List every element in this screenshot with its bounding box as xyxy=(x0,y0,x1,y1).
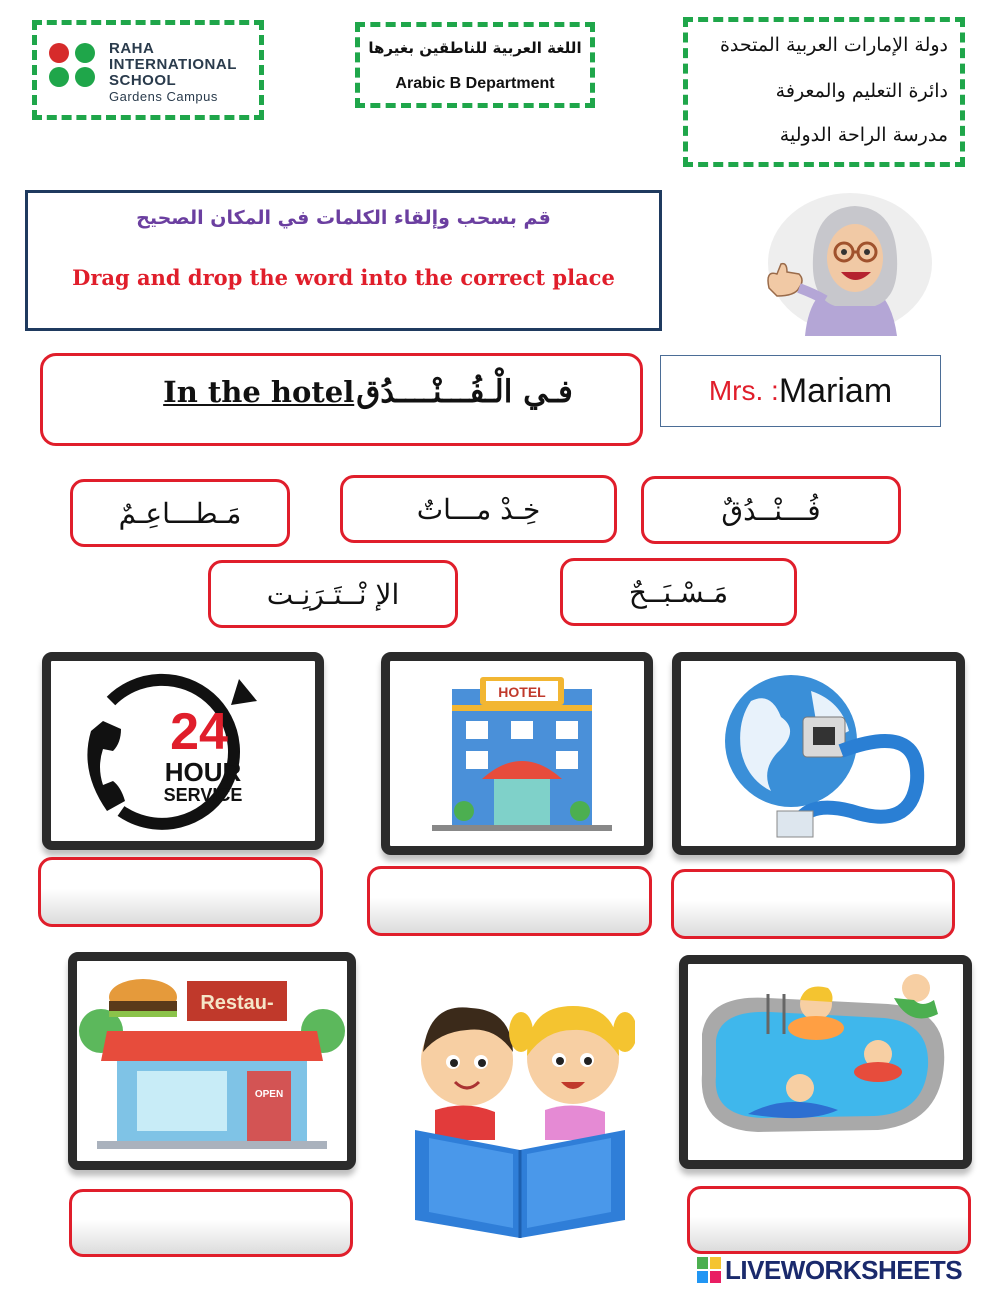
service-hour-text: HOUR xyxy=(164,757,242,787)
country-header-box xyxy=(683,17,965,167)
drop-zone-internet[interactable] xyxy=(671,869,955,939)
teacher-avatar xyxy=(755,188,935,336)
word-pool-label: مَـسْـبَــحٌ xyxy=(628,575,729,609)
service-24-text: 24 xyxy=(170,703,228,761)
clock-phone-icon xyxy=(51,661,315,841)
word-restaurants-label: مَـطـــاعِـمٌ xyxy=(118,496,242,530)
word-hotel-label: فُـــنْــدُقٌ xyxy=(721,493,821,527)
school-logo-box xyxy=(32,20,264,120)
teacher-prefix: Mrs. : xyxy=(708,375,779,406)
school-logo-icon xyxy=(47,41,103,89)
drop-zone-pool[interactable] xyxy=(687,1186,971,1254)
instructions-box xyxy=(25,190,662,331)
page-title xyxy=(133,374,603,410)
department-box xyxy=(355,22,595,108)
school-arabic-name: مدرسة الراحة الدولية xyxy=(779,124,948,146)
word-hotel[interactable] xyxy=(641,476,901,544)
word-internet-label: الإ نْــتَـرَنِـت xyxy=(266,577,400,611)
drop-zone-service[interactable] xyxy=(38,857,323,927)
country-name: دولة الإمارات العربية المتحدة xyxy=(719,34,948,56)
word-internet[interactable] xyxy=(208,560,458,628)
image-restaurant xyxy=(68,952,356,1170)
title-box xyxy=(40,353,643,446)
hotel-sign-text: HOTEL xyxy=(498,684,546,700)
school-name xyxy=(109,41,237,105)
restaurant-sign-text: Restau- xyxy=(200,992,274,1014)
word-services-label: خِـدْ مـــاتٌ xyxy=(416,492,541,526)
word-services[interactable] xyxy=(340,475,617,543)
image-swimming-pool xyxy=(679,955,972,1169)
instructions-arabic: قم بسحب وإلقاء الكلمات في المكان الصحيح xyxy=(136,207,551,229)
department-english: Arabic B Department xyxy=(395,75,555,92)
image-hotel xyxy=(381,652,653,855)
drop-zone-restaurant[interactable] xyxy=(69,1189,353,1257)
title-english: In the hotel xyxy=(163,375,355,409)
footer-brand-text: LIVEWORKSHEETS xyxy=(725,1254,963,1285)
word-pool[interactable] xyxy=(560,558,797,626)
children-reading-image xyxy=(405,990,635,1240)
restaurant-shop-icon xyxy=(77,961,347,1161)
hotel-building-icon xyxy=(390,661,644,846)
department-arabic: اللغة العربية للناطقين بغيرها xyxy=(368,39,582,57)
image-24-hour-service xyxy=(42,652,324,850)
open-sign-text: OPEN xyxy=(254,1089,284,1100)
teacher-name-box xyxy=(660,355,941,427)
footer-brand xyxy=(697,1255,995,1285)
education-department: دائرة التعليم والمعرفة xyxy=(775,80,948,102)
globe-cable-icon xyxy=(681,661,956,846)
word-restaurants[interactable] xyxy=(70,479,290,547)
image-internet xyxy=(672,652,965,855)
instructions-english: Drag and drop the word into the correct place xyxy=(72,265,615,290)
school-name-line1: RAHA xyxy=(109,40,155,57)
school-campus: Gardens Campus xyxy=(109,89,218,104)
service-label-text: SERVICE xyxy=(163,785,243,805)
pool-kids-icon xyxy=(688,964,963,1160)
school-name-line3: SCHOOL xyxy=(109,72,177,89)
teacher-name: Mariam xyxy=(778,371,893,410)
liveworksheets-logo-icon xyxy=(697,1257,721,1283)
drop-zone-hotel[interactable] xyxy=(367,866,652,936)
school-name-line2: INTERNATIONAL xyxy=(109,56,237,73)
title-arabic: فـي الْـفُـــنْــــدُق xyxy=(356,374,573,410)
